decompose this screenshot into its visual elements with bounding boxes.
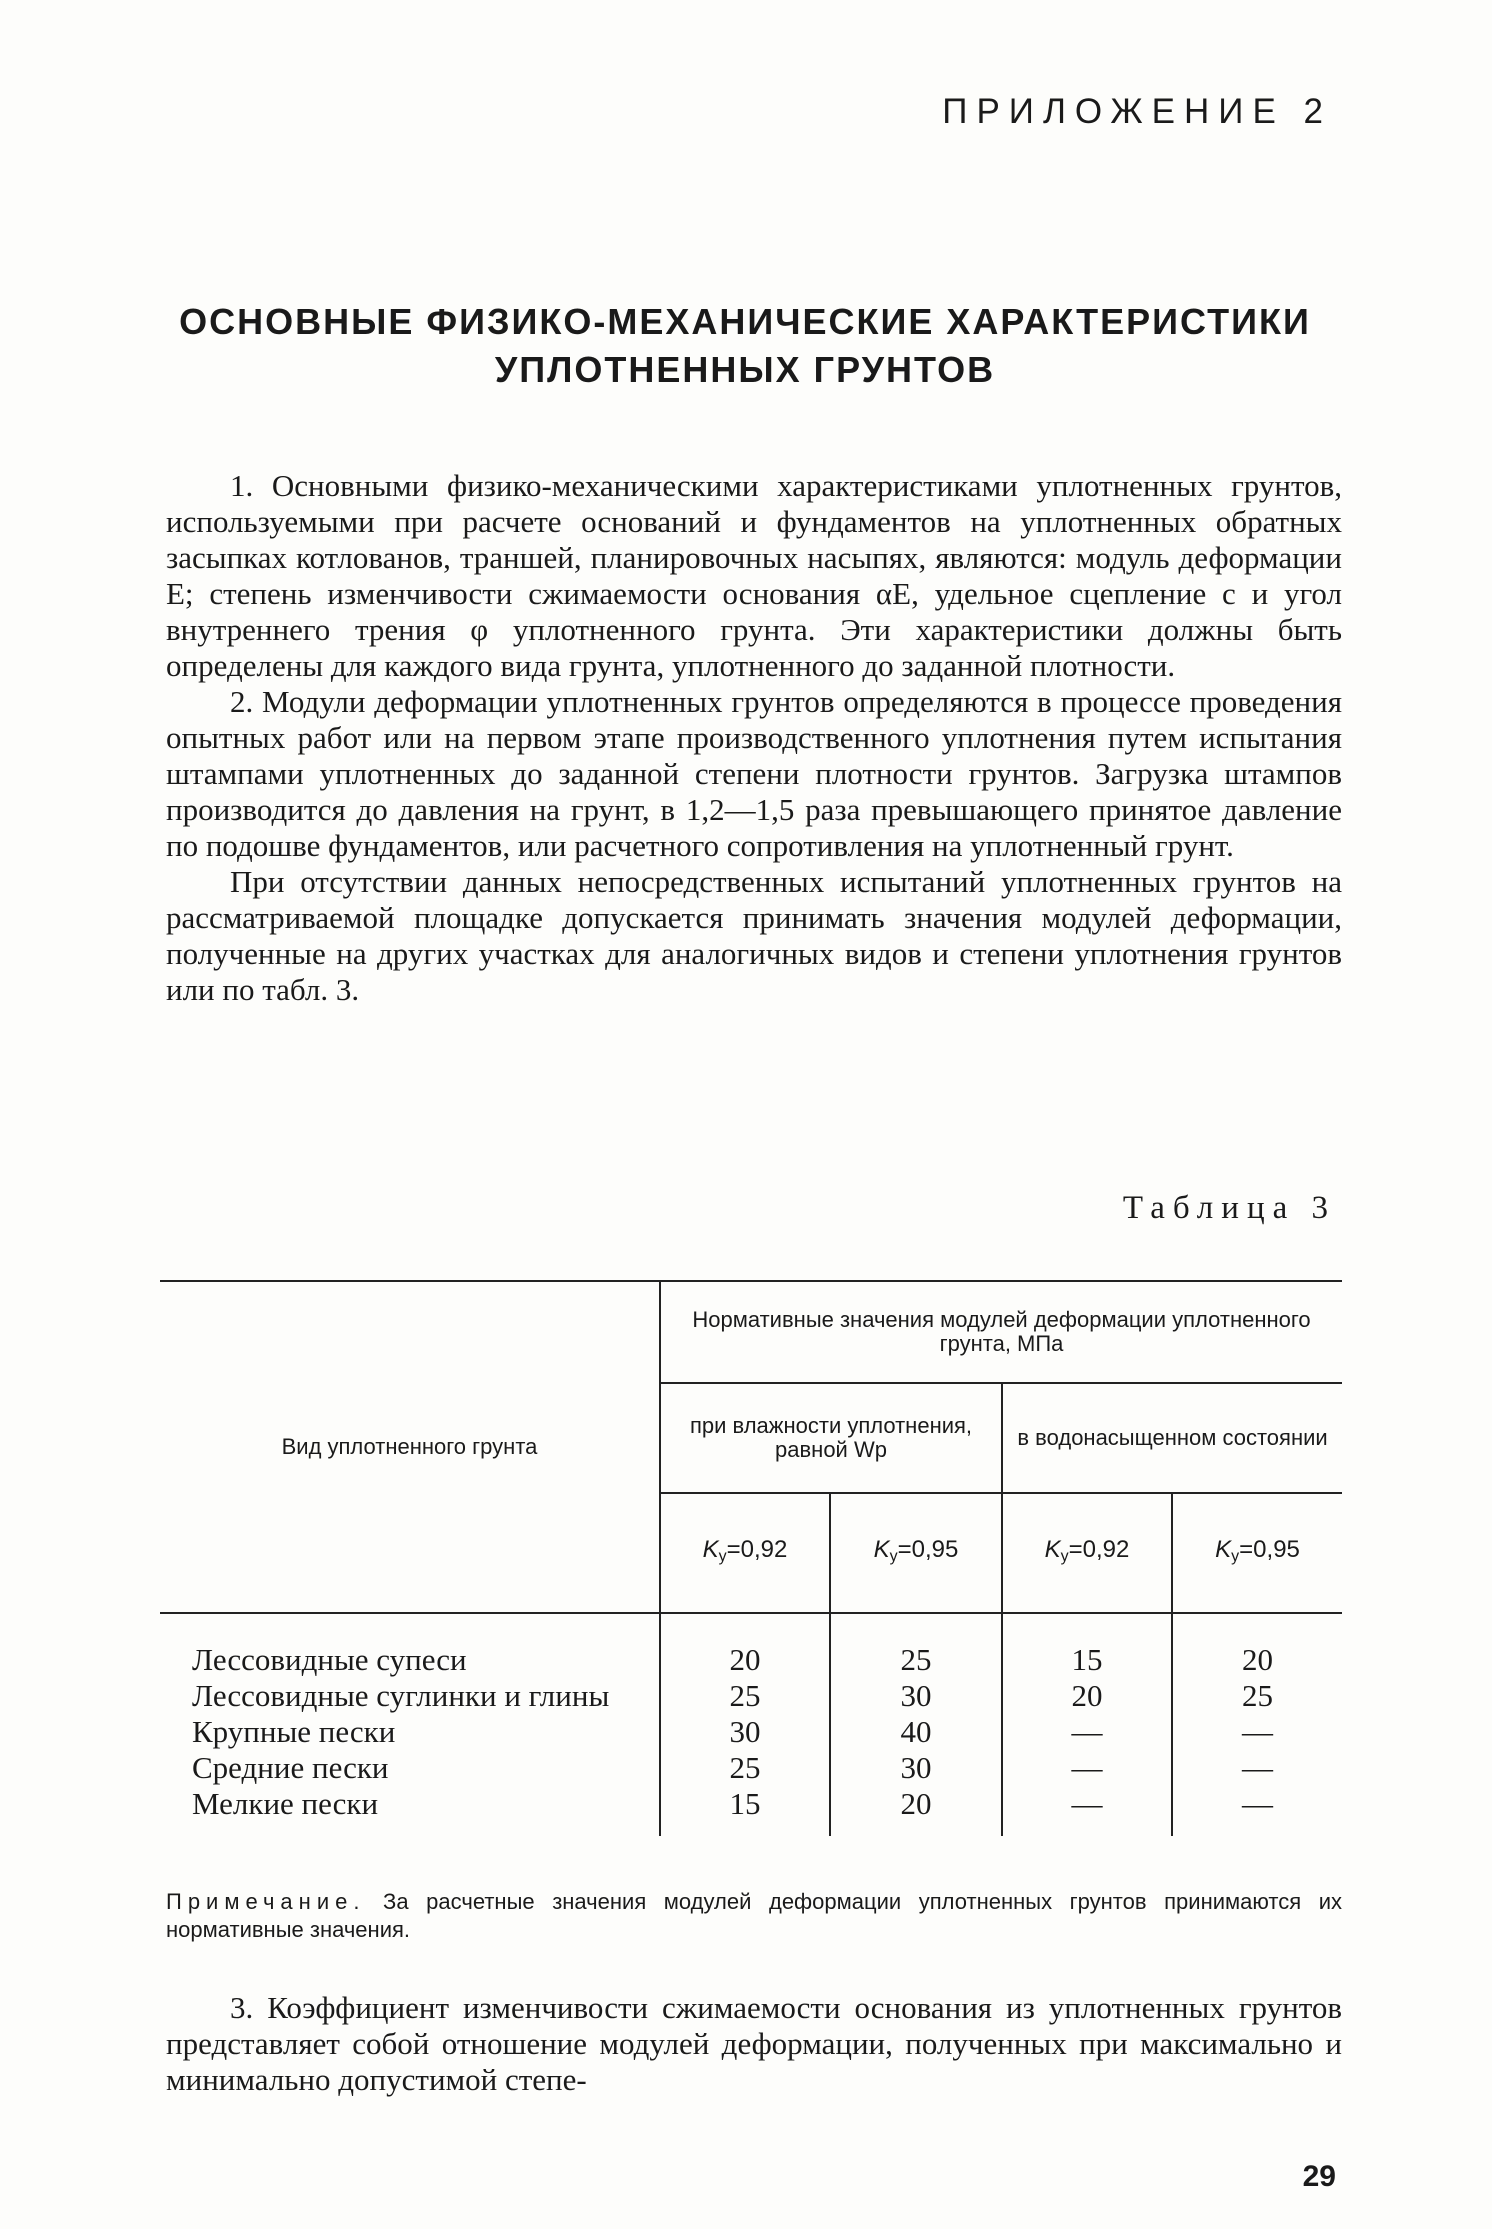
soil-name: Лессовидные суглинки и глины [192, 1678, 610, 1713]
paragraph-3: 3. Коэффициент изменчивости сжимаемости основания из уплотненных грунтов представляет собой отношение модулей деформации, полученных при максимально и минимально допустимой степе- [166, 1990, 1342, 2097]
cell-value: — [1002, 1786, 1172, 1836]
cell-value: 25 [830, 1613, 1002, 1678]
body-text [166, 468, 1342, 1008]
cell-value: 30 [830, 1678, 1002, 1714]
paragraph-1: 1. Основными физико-механическими характеристиками уплотненных грунтов, используемыми при расчете оснований и фундаментов на уплотненных обратных засыпках котлованов, траншей, планировочных насыпях, являются: модуль деформации E; степень изменчивости сжимаемости основания αE, удельное сцепление c и угол внутреннего трения φ уплотненного грунта. Эти характеристики должны быть определены для каждого вида грунта, уплотненного до заданной плотности. [166, 468, 1342, 683]
cell-value: 25 [660, 1750, 830, 1786]
table-row [160, 1714, 1342, 1750]
group-header-text: Нормативные значения модулей деформации уплотненного грунта, МПа [692, 1307, 1311, 1356]
note-text: За расчетные значения модулей деформации уплотненных грунтов принимаются их нормативные значения. [166, 1889, 1342, 1942]
soil-name: Мелкие пески [192, 1786, 379, 1821]
title-line-1: ОСНОВНЫЕ ФИЗИКО-МЕХАНИЧЕСКИЕ ХАРАКТЕРИСТИКИ [179, 301, 1311, 342]
cell-value: — [1172, 1714, 1342, 1750]
cell-value: 25 [660, 1678, 830, 1714]
cell-value: 40 [830, 1714, 1002, 1750]
table-caption: Таблица 3 [1122, 1190, 1336, 1226]
soil-name: Средние пески [192, 1750, 389, 1785]
page-number: 29 [1302, 2160, 1336, 2193]
sub-header-saturated [1002, 1383, 1342, 1493]
k-header-3: $K_y=0,92$ [1002, 1493, 1172, 1613]
cell-value: 30 [830, 1750, 1002, 1786]
sub-header-optimal-moisture [660, 1383, 1002, 1493]
soil-name: Крупные пески [192, 1714, 396, 1749]
k-header-4: $K_y=0,95$ [1172, 1493, 1342, 1613]
table-row [160, 1678, 1342, 1714]
cell-value: — [1172, 1786, 1342, 1836]
cell-value: 20 [1172, 1613, 1342, 1678]
appendix-label: ПРИЛОЖЕНИЕ 2 [942, 92, 1332, 131]
cell-value: 20 [1002, 1678, 1172, 1714]
group-header [660, 1281, 1342, 1383]
sub-header-2-text: в водонасыщенном состоянии [1017, 1425, 1328, 1450]
section-title [150, 298, 1340, 394]
moduli-table [160, 1280, 1342, 1836]
k-header-1: $K_y=0,92$ [660, 1493, 830, 1613]
table-row [160, 1786, 1342, 1836]
cell-value: 30 [660, 1714, 830, 1750]
title-line-2: УПЛОТНЕННЫХ ГРУНТОВ [494, 349, 996, 390]
table-row [160, 1750, 1342, 1786]
cell-value: — [1002, 1750, 1172, 1786]
cell-value: 15 [660, 1786, 830, 1836]
cell-value: 25 [1172, 1678, 1342, 1714]
cell-value: 20 [660, 1613, 830, 1678]
table-note [166, 1888, 1342, 1944]
cell-value: 20 [830, 1786, 1002, 1836]
sub-header-1-text: при влажности уплотнения, равной Wp [689, 1413, 973, 1462]
cell-value: 15 [1002, 1613, 1172, 1678]
k-header-2: $K_y=0,95$ [830, 1493, 1002, 1613]
paragraph-2: 2. Модули деформации уплотненных грунтов определяются в процессе проведения опытных работ или на первом этапе производственного уплотнения путем испытания штампами уплотненных до заданной степени плотности грунтов. Загрузка штампов производится до давления на грунт, в 1,2—1,5 раза превышающего принятое давление по подошве фундаментов, или расчетного сопротивления на уплотненный грунт. [166, 684, 1342, 863]
cell-value: — [1172, 1750, 1342, 1786]
cell-value: — [1002, 1714, 1172, 1750]
soil-name: Лессовидные супеси [192, 1642, 467, 1677]
paragraph-2b: При отсутствии данных непосредственных испытаний уплотненных грунтов на рассматриваемой площадке допускается принимать значения модулей деформации, полученные на других участках для аналогичных видов и степени уплотнения грунтов или по табл. 3. [166, 864, 1342, 1007]
col-soil-type-header: Вид уплотненного грунта [160, 1281, 660, 1613]
note-label: Примечание. [166, 1889, 366, 1914]
table-row [160, 1613, 1342, 1678]
